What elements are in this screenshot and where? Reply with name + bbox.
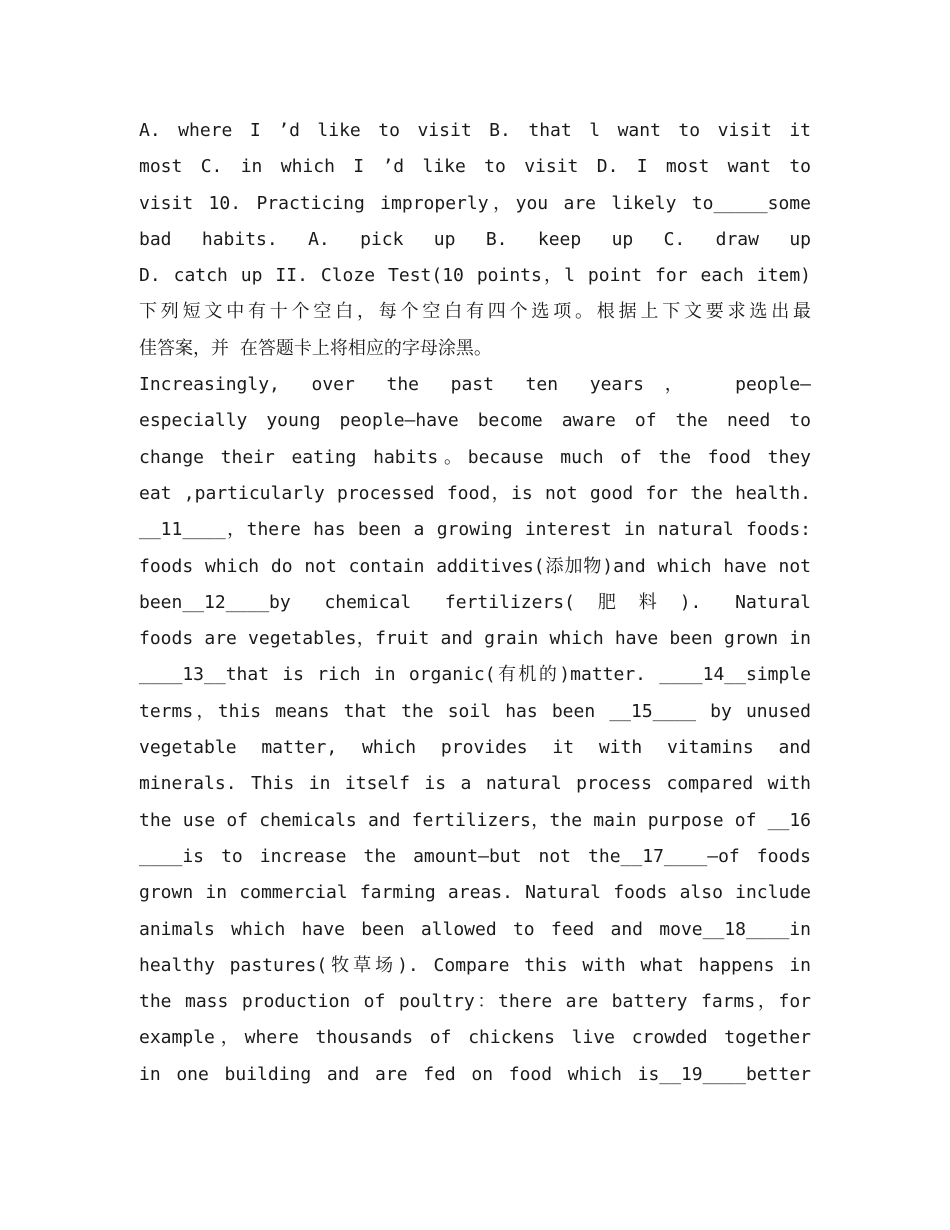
text-line: especially young people—have become aware of the need to — [139, 410, 811, 432]
text-line: foods which do not contain additives(添加物)and which have not — [139, 555, 811, 577]
text-line: minerals. This in itself is a natural process compared with — [139, 773, 811, 795]
text-line: most C. in which I ’d like to visit D. I most want to — [139, 156, 811, 178]
text-line: bad habits. A. pick up B. keep up C. draw up — [139, 228, 811, 250]
text-line: vegetable matter, which provides it with vitamins and — [139, 737, 811, 759]
text-line: in one building and are fed on food which is__19____better — [139, 1063, 811, 1085]
text-line: 下列短文中有十个空白，每个空白有四个选项。根据上下文要求选出最 — [139, 301, 811, 323]
text-line: change their eating habits。because much of the food they — [139, 446, 811, 468]
text-line: __11____，there has been a growing interest in natural foods: — [139, 519, 811, 541]
text-line: A. where I ’d like to visit B. that l want to visit it — [139, 120, 811, 141]
text-line: visit 10. Practicing improperly，you are likely to_____some — [139, 192, 811, 214]
text-line: ____is to increase the amount—but not the__17____—of foods — [139, 845, 811, 867]
text-line: been__12____by chemical fertilizers(肥料). Natural — [139, 591, 811, 613]
text-line: D. catch up II. Cloze Test(10 points，l point for each item) — [139, 265, 811, 287]
text-line: 佳答案，并 在答题卡上将相应的字母涂黑。 — [139, 337, 492, 359]
text-line: ____13__that is rich in organic(有机的)matter. ____14__simple — [139, 664, 811, 686]
text-line: animals which have been allowed to feed and move__18____in — [139, 918, 811, 940]
text-line: the use of chemicals and fertilizers，the main purpose of __16 — [139, 809, 811, 831]
document-page — [139, 113, 811, 1093]
text-line: example，where thousands of chickens live crowded together — [139, 1027, 811, 1049]
text-line: foods are vegetables，fruit and grain which have been grown in — [139, 628, 811, 650]
text-line: eat ,particularly processed food，is not good for the health. — [139, 482, 811, 504]
text-line: the mass production of poultry：there are battery farms，for — [139, 991, 811, 1013]
text-line: Increasingly, over the past ten years， people— — [139, 374, 811, 396]
text-line: grown in commercial farming areas. Natural foods also include — [139, 882, 811, 904]
text-line: terms，this means that the soil has been __15____ by unused — [139, 700, 811, 722]
text-line: healthy pastures(牧草场). Compare this with what happens in — [139, 954, 811, 976]
